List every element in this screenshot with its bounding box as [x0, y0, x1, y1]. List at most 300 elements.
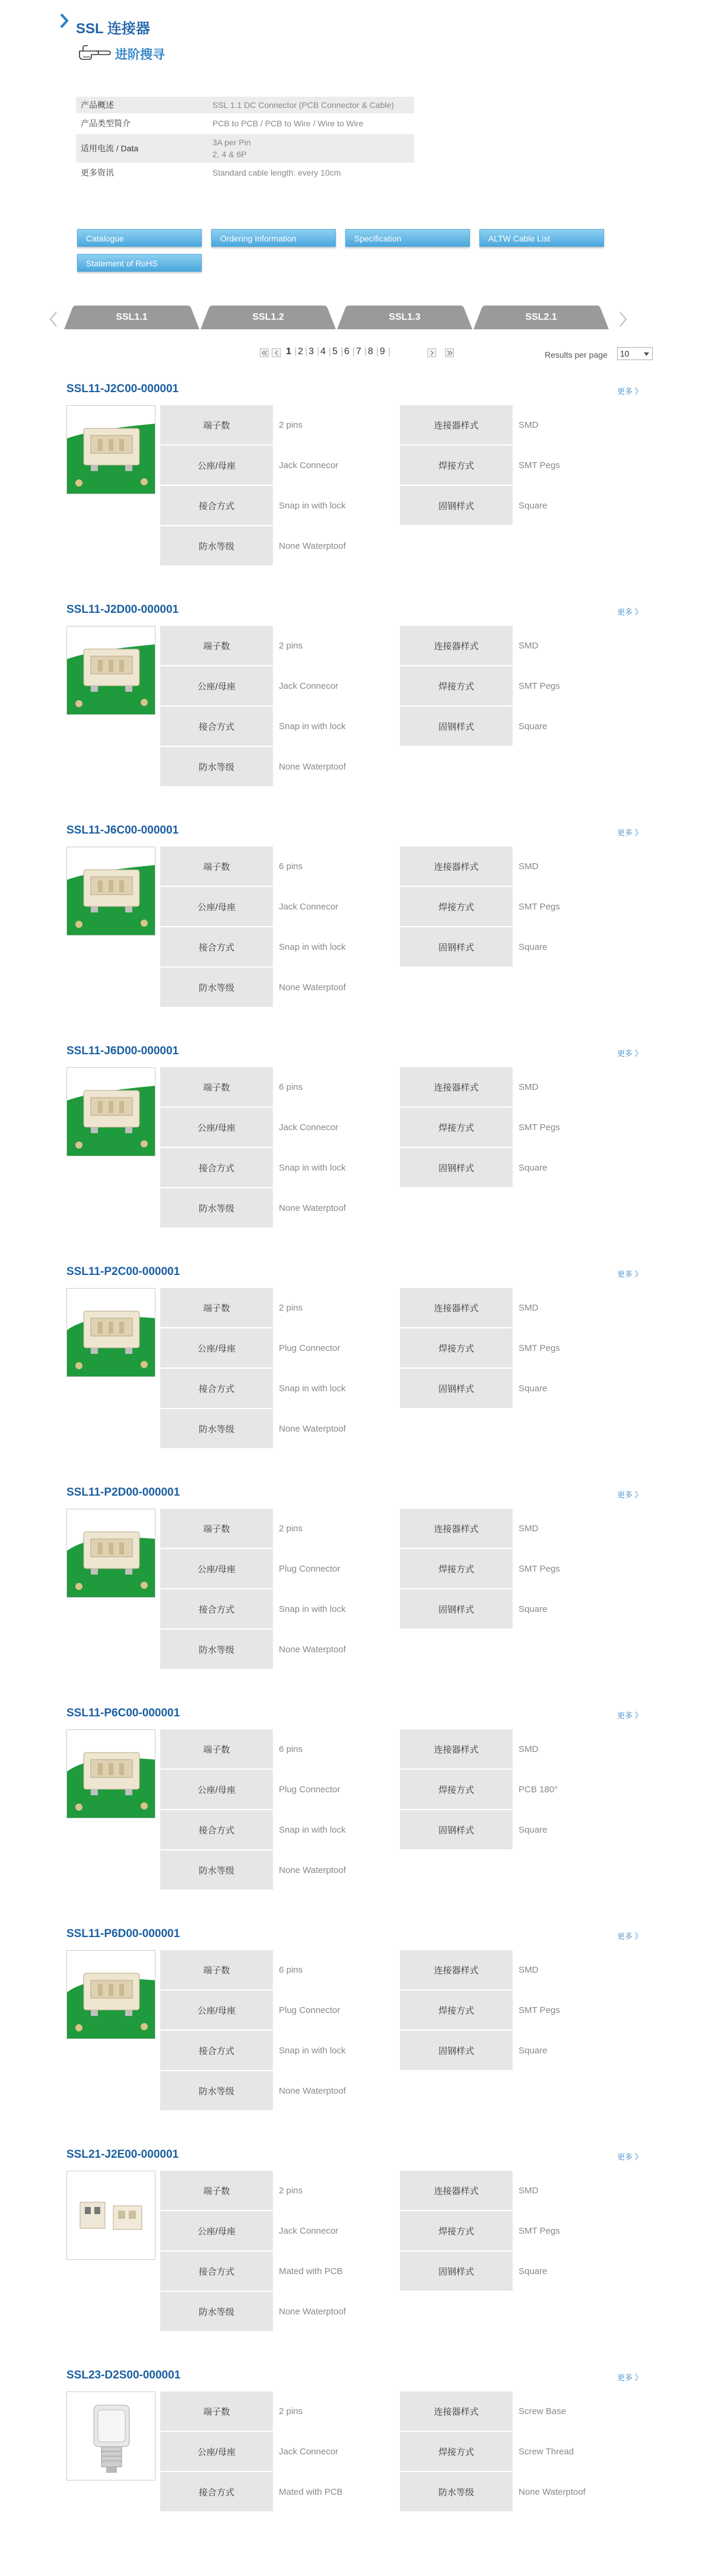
statement-of-rohs-button[interactable]: Statement of RoHS [77, 254, 202, 272]
page-link[interactable]: 4 [320, 346, 326, 357]
spec-empty-cell [514, 526, 646, 565]
chevron-left-icon[interactable] [47, 310, 59, 328]
spec-row [160, 1950, 646, 1989]
spec-value: Plug Connector [279, 1343, 341, 1353]
spec-empty-cell [400, 1188, 513, 1227]
page-link[interactable]: 9 [380, 346, 385, 357]
spec-value: Snap in with lock [279, 1824, 346, 1835]
spec-label: 公座/母座 [160, 1108, 273, 1147]
advanced-search-label: 进阶搜寻 [115, 48, 165, 62]
spec-row [160, 2292, 646, 2331]
product-title-link[interactable]: SSL11-P2D00-000001 [66, 1486, 180, 1499]
spec-row [160, 486, 646, 525]
spec-label: 防水等级 [160, 2292, 273, 2331]
spec-label: 接合方式 [160, 1810, 273, 1849]
spec-value: Snap in with lock [279, 1162, 346, 1173]
spec-label: 接合方式 [160, 486, 273, 525]
more-link[interactable]: 更多 》 [617, 828, 643, 837]
spec-empty-cell [514, 1850, 646, 1890]
more-link[interactable]: 更多 》 [617, 1270, 643, 1279]
spec-value: 2 pins [279, 2185, 303, 2196]
overview-row [76, 164, 414, 181]
product-title-link[interactable]: SSL11-J2C00-000001 [66, 383, 179, 395]
overview-value: 3A per Pin 2, 4 & 6P [208, 134, 414, 163]
spec-label: 接合方式 [160, 2251, 273, 2291]
spec-value: SMD [519, 1082, 539, 1092]
spec-label: 接合方式 [160, 707, 273, 746]
spec-value: Square [519, 942, 548, 952]
spec-row [160, 1589, 646, 1629]
product-thumbnail[interactable] [66, 405, 155, 494]
spec-label: 连接器样式 [400, 1729, 513, 1769]
series-tabs [47, 306, 641, 333]
spec-row [160, 1549, 646, 1588]
spec-label: 接合方式 [160, 1148, 273, 1187]
spec-empty-cell [400, 1409, 513, 1448]
product-title-link[interactable]: SSL11-P2C00-000001 [66, 1265, 180, 1278]
spec-label: 端子数 [160, 2171, 273, 2210]
spec-value: SMT Pegs [519, 1122, 560, 1133]
chevron-left-icon [274, 351, 279, 355]
spec-label: 固钢样式 [400, 486, 513, 525]
spec-value: 2 pins [279, 419, 303, 430]
overview-value: PCB to PCB / PCB to Wire / Wire to Wire [208, 115, 414, 132]
spec-row [160, 1148, 646, 1187]
page-separator: | [388, 346, 391, 357]
product-spec-table [159, 845, 647, 1008]
spec-row [160, 1067, 646, 1106]
spec-value: Square [519, 1162, 548, 1173]
product-thumbnail[interactable] [66, 2391, 155, 2480]
spec-value: Jack Connecor [279, 680, 339, 691]
spec-label: 防水等级 [160, 1630, 273, 1669]
specification-button[interactable]: Specification [345, 229, 470, 247]
chevron-right-icon[interactable] [617, 310, 629, 328]
spec-label: 端子数 [160, 1729, 273, 1769]
spec-label: 固钢样式 [400, 927, 513, 966]
spec-row [160, 1188, 646, 1227]
more-link[interactable]: 更多 》 [617, 1049, 643, 1058]
spec-row [160, 1850, 646, 1890]
spec-row [160, 2211, 646, 2250]
spec-label: 端子数 [160, 2391, 273, 2431]
more-link[interactable]: 更多 》 [617, 387, 643, 396]
spec-label: 固钢样式 [400, 1589, 513, 1629]
product-thumbnail[interactable] [66, 2171, 155, 2260]
spec-value: Snap in with lock [279, 721, 346, 732]
product-thumbnail[interactable] [66, 847, 155, 936]
spec-value: PCB 180° [519, 1784, 558, 1795]
product-thumbnail[interactable] [66, 626, 155, 715]
spec-row [160, 887, 646, 926]
page-link[interactable]: 8 [368, 346, 373, 357]
spec-label: 连接器样式 [400, 1509, 513, 1548]
spec-empty-cell [514, 1409, 646, 1448]
spec-value: Jack Connecor [279, 2446, 339, 2457]
spec-label: 公座/母座 [160, 666, 273, 705]
spec-label: 焊接方式 [400, 666, 513, 705]
page-title: SSL 连接器 [76, 21, 150, 37]
spec-empty-cell [514, 2292, 646, 2331]
spec-value: None Waterptoof [279, 982, 346, 993]
spec-label: 焊接方式 [400, 1328, 513, 1367]
spec-value: None Waterptoof [279, 540, 346, 551]
page-link[interactable]: 1 [286, 346, 291, 357]
spec-row [160, 707, 646, 746]
spec-label: 公座/母座 [160, 887, 273, 926]
tab-ssl2-1[interactable] [473, 306, 609, 329]
spec-label: 接合方式 [160, 1369, 273, 1408]
spec-value: Snap in with lock [279, 2045, 346, 2056]
spec-label: 端子数 [160, 1288, 273, 1327]
spec-value: Square [519, 1383, 548, 1394]
spec-label: 防水等级 [160, 1409, 273, 1448]
spec-empty-cell [514, 747, 646, 786]
spec-value: None Waterptoof [519, 2486, 586, 2497]
spec-label: 接合方式 [160, 2031, 273, 2070]
results-per-page-select[interactable] [617, 347, 653, 360]
spec-value: SMD [519, 1744, 539, 1754]
spec-row [160, 1328, 646, 1367]
product-title-link[interactable]: SSL11-J6C00-000001 [66, 824, 179, 837]
spec-label: 公座/母座 [160, 1990, 273, 2030]
spec-value: SMT Pegs [519, 1343, 560, 1353]
spec-value: Jack Connecor [279, 1122, 339, 1133]
product-spec-table [159, 1728, 647, 1891]
spec-value: Mated with PCB [279, 2486, 343, 2497]
first-page-button[interactable] [260, 348, 269, 357]
product-spec-table [159, 1508, 647, 1670]
overview-value: Standard cable length: every 10cm [208, 164, 414, 181]
more-link[interactable]: 更多 》 [617, 1711, 643, 1720]
spec-label: 防水等级 [160, 968, 273, 1007]
last-page-button[interactable] [445, 348, 454, 357]
spec-label: 焊接方式 [400, 1108, 513, 1147]
spec-empty-cell [400, 968, 513, 1007]
spec-value: SMD [519, 1523, 539, 1534]
spec-row [160, 1409, 646, 1448]
next-page-button[interactable] [427, 348, 436, 357]
overview-label: 产品概述 [76, 97, 208, 113]
overview-label: 产品类型简介 [76, 115, 208, 132]
spec-row [160, 747, 646, 786]
series-overview-table [76, 95, 414, 183]
spec-value: SMD [519, 419, 539, 430]
more-link[interactable]: 更多 》 [617, 1932, 643, 1941]
page-link[interactable]: 2 [298, 346, 303, 357]
spec-label: 公座/母座 [160, 1328, 273, 1367]
spec-label: 端子数 [160, 1509, 273, 1548]
spec-row [160, 2071, 646, 2110]
overview-label: 更多资讯 [76, 164, 208, 181]
spec-label: 焊接方式 [400, 1990, 513, 2030]
spec-value: SMT Pegs [519, 901, 560, 912]
catalogue-button[interactable]: Catalogue [77, 229, 202, 247]
spec-value: Square [519, 721, 548, 732]
spec-label: 连接器样式 [400, 2391, 513, 2431]
spec-label: 焊接方式 [400, 446, 513, 485]
page-separator: | [329, 346, 332, 357]
spec-row [160, 1810, 646, 1849]
pointing-hand-icon [78, 44, 112, 62]
page-link[interactable]: 6 [344, 346, 349, 357]
page-separator: | [294, 346, 297, 357]
spec-value: Jack Connecor [279, 2225, 339, 2236]
spec-row [160, 1630, 646, 1669]
overview-row [76, 97, 414, 113]
spec-value: 2 pins [279, 2406, 303, 2416]
spec-value: Plug Connector [279, 2005, 341, 2015]
tab-ssl1-1[interactable] [64, 306, 199, 329]
spec-row [160, 405, 646, 444]
spec-row [160, 446, 646, 485]
product-title-link[interactable]: SSL11-P6C00-000001 [66, 1707, 180, 1719]
spec-row [160, 1509, 646, 1548]
spec-row [160, 2391, 646, 2431]
spec-label: 接合方式 [160, 927, 273, 966]
spec-value: Screw Base [519, 2406, 567, 2416]
page-separator: | [305, 346, 308, 357]
spec-value: None Waterptoof [279, 1644, 346, 1655]
more-link[interactable]: 更多 》 [617, 2373, 643, 2382]
product-title-link[interactable]: SSL21-J2E00-000001 [66, 2148, 179, 2161]
spec-value: Plug Connector [279, 1563, 341, 1574]
spec-empty-cell [514, 2071, 646, 2110]
spec-label: 连接器样式 [400, 847, 513, 886]
spec-label: 防水等级 [160, 526, 273, 565]
page-separator: | [341, 346, 344, 357]
product-thumbnail[interactable] [66, 1509, 155, 1598]
spec-row [160, 1369, 646, 1408]
page-separator: | [317, 346, 320, 357]
more-link[interactable]: 更多 》 [617, 608, 643, 616]
spec-label: 防水等级 [160, 747, 273, 786]
tab-label: SSL1.1 [116, 312, 148, 322]
page-separator: | [376, 346, 379, 357]
spec-value: Screw Thread [519, 2446, 574, 2457]
tab-ssl1-2[interactable] [201, 306, 336, 329]
more-link[interactable]: 更多 》 [617, 2152, 643, 2161]
ordering-information-button[interactable]: Ordering Information [211, 229, 336, 247]
spec-value: None Waterptoof [279, 1203, 346, 1213]
tab-label: SSL2.1 [525, 312, 557, 322]
spec-label: 公座/母座 [160, 2432, 273, 2471]
spec-row [160, 526, 646, 565]
product-spec-table [159, 1287, 647, 1449]
more-link[interactable]: 更多 》 [617, 1490, 643, 1499]
product-title-link[interactable]: SSL23-D2S00-000001 [66, 2369, 181, 2381]
spec-label: 固钢样式 [400, 707, 513, 746]
spec-value: Square [519, 500, 548, 511]
spec-value: Mated with PCB [279, 2266, 343, 2276]
spec-value: SMD [519, 861, 539, 872]
spec-empty-cell [400, 2292, 513, 2331]
spec-value: SMT Pegs [519, 680, 560, 691]
spec-value: Snap in with lock [279, 500, 346, 511]
spec-row [160, 2472, 646, 2511]
spec-label: 端子数 [160, 847, 273, 886]
product-spec-table [159, 2170, 647, 2332]
spec-value: SMD [519, 2185, 539, 2196]
spec-row [160, 1770, 646, 1809]
spec-label: 焊接方式 [400, 1549, 513, 1588]
spec-row [160, 968, 646, 1007]
spec-value: Jack Connecor [279, 460, 339, 470]
spec-label: 焊接方式 [400, 1770, 513, 1809]
product-thumbnail[interactable] [66, 1067, 155, 1156]
spec-label: 接合方式 [160, 1589, 273, 1629]
overview-row [76, 134, 414, 163]
spec-row [160, 2251, 646, 2291]
spec-row [160, 927, 646, 966]
spec-value: 6 pins [279, 861, 303, 872]
page-separator: | [352, 346, 355, 357]
results-per-page-label: Results per page [545, 350, 608, 360]
spec-value: None Waterptoof [279, 2085, 346, 2096]
spec-value: None Waterptoof [279, 761, 346, 772]
spec-label: 固钢样式 [400, 1810, 513, 1849]
spec-row [160, 2432, 646, 2471]
spec-empty-cell [514, 1630, 646, 1669]
spec-label: 连接器样式 [400, 1067, 513, 1106]
overview-label: 适用电流 / Data [76, 134, 208, 163]
spec-value: Snap in with lock [279, 1383, 346, 1394]
spec-label: 公座/母座 [160, 446, 273, 485]
product-thumbnail[interactable] [66, 1288, 155, 1377]
previous-page-button[interactable] [272, 348, 281, 357]
spec-value: SMD [519, 1302, 539, 1313]
page-separator: | [364, 346, 367, 357]
spec-label: 焊接方式 [400, 2432, 513, 2471]
spec-value: 2 pins [279, 640, 303, 651]
page-link[interactable]: 5 [332, 346, 338, 357]
spec-value: Snap in with lock [279, 942, 346, 952]
spec-value: None Waterptoof [279, 1423, 346, 1434]
chevron-right-icon [59, 13, 69, 28]
spec-row [160, 1108, 646, 1147]
spec-value: Snap in with lock [279, 1604, 346, 1614]
spec-label: 连接器样式 [400, 2171, 513, 2210]
spec-label: 连接器样式 [400, 1288, 513, 1327]
spec-label: 防水等级 [160, 2071, 273, 2110]
spec-label: 焊接方式 [400, 2211, 513, 2250]
spec-row [160, 626, 646, 665]
product-spec-table [159, 625, 647, 787]
spec-row [160, 847, 646, 886]
spec-row [160, 2171, 646, 2210]
spec-row [160, 1729, 646, 1769]
chevron-right-icon [429, 351, 435, 355]
spec-value: SMT Pegs [519, 2225, 560, 2236]
spec-value: Square [519, 1824, 548, 1835]
chevron-down-icon [644, 352, 649, 356]
spec-label: 端子数 [160, 405, 273, 444]
product-spec-table [159, 1949, 647, 2111]
spec-label: 防水等级 [160, 1188, 273, 1227]
spec-label: 防水等级 [160, 1850, 273, 1890]
tab-ssl1-3[interactable] [337, 306, 472, 329]
tab-label: SSL1.3 [389, 312, 421, 322]
spec-label: 焊接方式 [400, 887, 513, 926]
spec-value: Square [519, 2266, 548, 2276]
spec-value: SMT Pegs [519, 2005, 560, 2015]
tab-label: SSL1.2 [252, 312, 284, 322]
page-header [59, 13, 475, 37]
advanced-search-link[interactable] [78, 42, 316, 65]
spec-row [160, 1990, 646, 2030]
spec-row [160, 1288, 646, 1327]
spec-label: 连接器样式 [400, 1950, 513, 1989]
double-chevron-left-icon [262, 351, 268, 355]
spec-value: None Waterptoof [279, 2306, 346, 2317]
spec-label: 端子数 [160, 626, 273, 665]
spec-row [160, 666, 646, 705]
product-thumbnail[interactable] [66, 1729, 155, 1818]
spec-empty-cell [400, 526, 513, 565]
spec-value: 6 pins [279, 1744, 303, 1754]
spec-value: 2 pins [279, 1302, 303, 1313]
overview-value: SSL 1.1 DC Connector (PCB Connector & Cable) [208, 97, 414, 113]
spec-label: 公座/母座 [160, 2211, 273, 2250]
spec-value: 2 pins [279, 1523, 303, 1534]
spec-label: 固钢样式 [400, 1369, 513, 1408]
spec-value: SMD [519, 1964, 539, 1975]
product-spec-table [159, 1066, 647, 1229]
spec-value: Jack Connecor [279, 901, 339, 912]
page-link[interactable]: 3 [309, 346, 314, 357]
page-link[interactable]: 7 [356, 346, 361, 357]
product-title-link[interactable]: SSL11-P6D00-000001 [66, 1928, 180, 1940]
results-per-page-value: 10 [620, 349, 630, 358]
altw-cable-list-button[interactable]: ALTW Cable List [479, 229, 604, 247]
spec-label: 端子数 [160, 1067, 273, 1106]
spec-label: 接合方式 [160, 2472, 273, 2511]
spec-empty-cell [514, 1188, 646, 1227]
spec-label: 连接器样式 [400, 405, 513, 444]
spec-label: 公座/母座 [160, 1770, 273, 1809]
spec-empty-cell [400, 1850, 513, 1890]
spec-empty-cell [514, 968, 646, 1007]
overview-row [76, 115, 414, 132]
spec-empty-cell [400, 2071, 513, 2110]
spec-label: 固钢样式 [400, 2251, 513, 2291]
spec-label: 端子数 [160, 1950, 273, 1989]
spec-label: 固钢样式 [400, 2031, 513, 2070]
spec-label: 固钢样式 [400, 1148, 513, 1187]
spec-label: 连接器样式 [400, 626, 513, 665]
spec-value: Square [519, 1604, 548, 1614]
spec-empty-cell [400, 747, 513, 786]
spec-label: 公座/母座 [160, 1549, 273, 1588]
spec-value: None Waterptoof [279, 1865, 346, 1875]
spec-value: SMD [519, 640, 539, 651]
spec-value: 6 pins [279, 1964, 303, 1975]
spec-row [160, 2031, 646, 2070]
product-title-link[interactable]: SSL11-J6D00-000001 [66, 1045, 179, 1057]
product-spec-table [159, 2390, 647, 2513]
product-spec-table [159, 404, 647, 567]
product-thumbnail[interactable] [66, 1950, 155, 2039]
spec-value: Square [519, 2045, 548, 2056]
spec-label: 防水等级 [400, 2472, 513, 2511]
double-chevron-right-icon [447, 351, 453, 355]
spec-value: Plug Connector [279, 1784, 341, 1795]
product-title-link[interactable]: SSL11-J2D00-000001 [66, 603, 179, 616]
spec-empty-cell [400, 1630, 513, 1669]
spec-value: 6 pins [279, 1082, 303, 1092]
spec-value: SMT Pegs [519, 460, 560, 470]
spec-value: SMT Pegs [519, 1563, 560, 1574]
